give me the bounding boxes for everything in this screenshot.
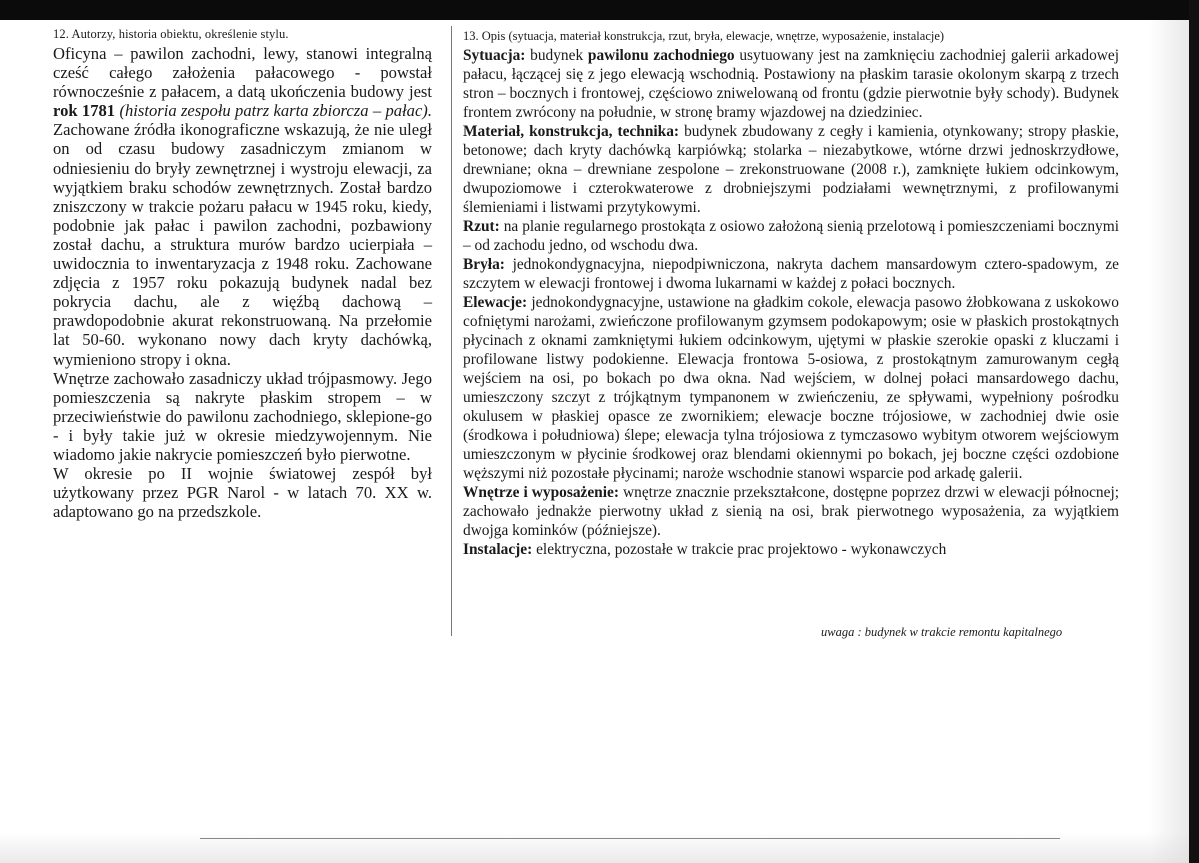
rzut-label: Rzut: [463, 218, 500, 235]
history-paragraph-3: W okresie po II wojnie światowej zespół był użytkowany przez PGR Narol - w latach 70. XX w. adaptowano go na przedszkole. [53, 464, 432, 522]
material-label: Materiał, konstrukcja, technika: [463, 123, 680, 140]
wnetrze-text: wnętrze znacznie przekształcone, dostępne poprzez drzwi w elewacji północnej; zachowało jednakże pierwotny układ z sienią na osi, brak pierwotnego wyposażenia, za wyjątkiem dwojga kominków (późniejsze). [463, 484, 1120, 539]
material-text: budynek zbudowany z cegły i kamienia, otynkowany; stropy płaskie, betonowe; dach kryty dachówką karpiówką; stolarka – niezabytkowe, wtórne drzwi jednoskrzydłowe, drewniane; okna – drewniane zespolone – zrekonstruowane (2008 r.), zamknięte łukiem odcinkowym, dwupoziomowe i czterokwaterowe z drobniejszymi podziałami wewnętrznymi, z profilowanymi ślemieniami i listwami przytykowymi. [463, 123, 1119, 216]
rzut-paragraph [463, 217, 1119, 255]
scan-border-right [1189, 0, 1199, 863]
sytuacja-paragraph [463, 46, 1119, 122]
scan-shadow-bottom [0, 832, 1189, 863]
reference-note: (historia zespołu patrz karta zbiorcza – pałac). [119, 101, 432, 121]
history-paragraph-2: Wnętrze zachowało zasadniczy układ trójpasmowy. Jego pomieszczenia są nakryte płaskim stropem – w przeciwieństwie do pawilonu zachodniego, sklepione-go - i były takie już w okresie miedzywojennym. Nie wiadomo jakie nakrycie pomieszczeń było pierwotne. [53, 368, 432, 464]
year-emphasis: rok 1781 [53, 101, 116, 121]
sytuacja-label: Sytuacja: [463, 47, 526, 64]
right-column [463, 28, 1119, 559]
elewacje-paragraph [463, 293, 1119, 483]
wnetrze-label: Wnętrze i wyposażenie: [463, 484, 619, 501]
column-divider [451, 26, 452, 636]
rzut-text: na planie regularnego prostokąta z osiowo założoną sienią przelotową i pomieszczeniami bocznymi – od zachodu jedno, od wschodu dwa. [463, 218, 1119, 254]
instalacje-label: Instalacje: [463, 541, 533, 558]
instalacje-paragraph [463, 540, 1119, 559]
bryla-text: jednokondygnacyjna, niepodpiwniczona, nakryta dachem mansardowym cztero-spadowym, ze szczytem w elewacji frontowej i dwoma lukarnami w każdej z połaci bocznych. [463, 256, 1119, 292]
pavilion-emphasis: pawilonu zachodniego [587, 47, 735, 64]
sytuacja-text-b: usytuowany jest na zamknięciu zachodniej galerii arkadowej pałacu, łączącej się z jego elewacją wschodnią. Postawiony na płaskim tarasie okolonym skarpą z trzech stron – bocznych i frontowej, częściowo zniwelowaną od frontu (gdzie pierwotnie były schody). Budynek frontem zwrócony na południe, w stronę bramy wjazdowej na dziedziniec. [463, 47, 1119, 121]
section-12-heading: 12. Autorzy, historia obiektu, określenie stylu. [53, 27, 289, 41]
elewacje-label: Elewacje: [463, 294, 528, 311]
wnetrze-paragraph [463, 483, 1119, 540]
renovation-note: uwaga : budynek w trakcie remontu kapitalnego [821, 625, 1063, 639]
history-paragraph-1 [53, 44, 432, 369]
bryla-paragraph [463, 255, 1119, 293]
history-text-a: Oficyna – pawilon zachodni, lewy, stanowi integralną cześć całego założenia pałacowego - powstał równocześnie z pałacem, a datą ukończenia budowy jest [53, 44, 432, 102]
section-13-heading: 13. Opis (sytuacja, materiał konstrukcja, rzut, bryła, elewacje, wnętrze, wyposażenie, instalacje) [463, 29, 945, 43]
elewacje-text: jednokondygnacyjne, ustawione na gładkim cokole, elewacja pasowo żłobkowana z uskokowo cofniętymi narożami, zwieńczone profilowanym gzymsem podokapowym; osie w płaskich prostokątnych płycinach z oknami zamkniętymi łukiem odcinkowym, ujętymi w płaskie szerokie opaski z kluczami i profilowane listwy podokienne. Elewacja frontowa 5-osiowa, z prostokątnym zamurowanym cegłą wejściem na osi, po bokach po dwa okna. Nad wejściem, w dolnej połaci mansardowego dachu, umieszczony szczyt z trójkątnym tympanonem w zwieńczeniu, ze spływami, wypełniony pośrodku okulusem w płaskiej opasce ze zwornikiem; elewacje boczne trójosiowe, w zachodniej dwie osie (środkowa i południowa) ślepe; elewacja tylna trójosiowa z tymczasowo wybitym otworem wejściowym umieszczonym w płycinie środkowej oraz blendami okiennymi po bokach, jej boczne części ozdobione węższymi niż pozostałe płycinami; naroże wschodnie stanowi wsparcie pod arkadę galerii. [463, 294, 1119, 482]
sytuacja-text-a: budynek [525, 47, 588, 64]
material-paragraph [463, 122, 1119, 217]
instalacje-text: elektryczna, pozostałe w trakcie prac projektowo - wykonawczych [532, 541, 947, 558]
scan-shadow-right [1149, 20, 1189, 863]
bottom-rule [200, 838, 1060, 839]
history-text-b: Zachowane źródła ikonograficzne wskazują, że nie uległ on od czasu budowy zasadniczym zmianom w odniesieniu do bryły zewnętrznej i wystroju elewacji, za wyjątkiem braku schodów zewnętrznych. Został bardzo zniszczony w trakcie pożaru pałacu w 1945 roku, kiedy, podobnie jak pałac i pawilon zachodni, pozbawiony został dachu, a struktura murów bardzo ucierpiała – uwidocznia to inwentaryzacja z 1948 roku. Zachowane zdjęcia z 1957 roku pokazują budynek nadal bez pokrycia dachu, ale z więźbą dachową – prawdopodobnie akurat rekonstruowaną. Na przełomie lat 50-60. wykonano nowy dach kryty dachówką, wymieniono stropy i okna. [53, 120, 432, 369]
bryla-label: Bryła: [463, 256, 505, 273]
scan-border-top [0, 0, 1199, 20]
left-column [53, 26, 432, 521]
